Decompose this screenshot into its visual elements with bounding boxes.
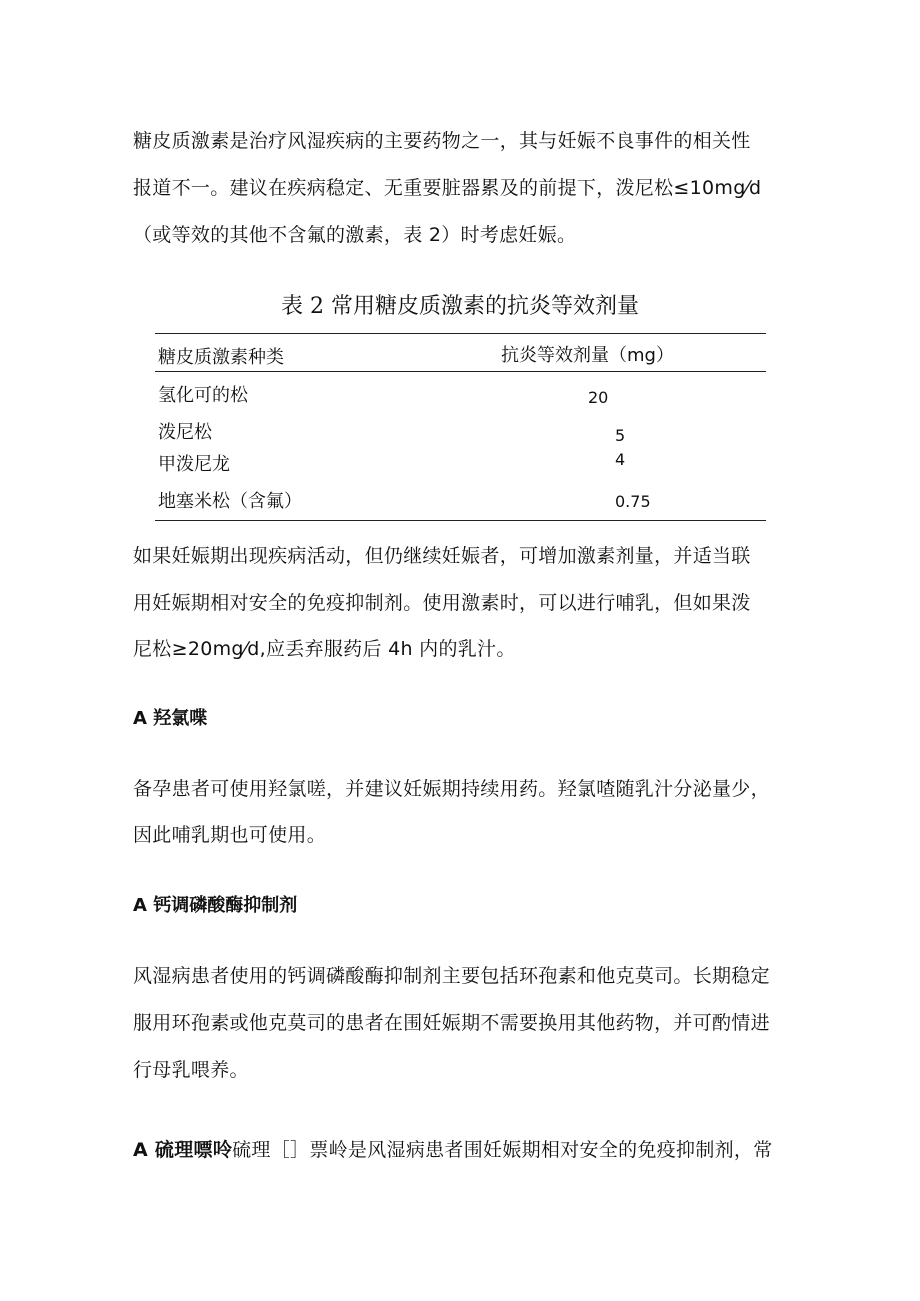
aza-text: 硫理［］票岭是风湿病患者围妊娠期相对安全的免疫抑制剂，常: [232, 1139, 773, 1161]
cni-line-3: 行母乳喂养。: [133, 1059, 249, 1081]
table-row-dose: 20: [588, 388, 609, 407]
after-table-line-3: 尼松≥20mg⁄d,应丢弃服药后 4h 内的乳汁。: [133, 638, 516, 660]
intro-line-1: 糖皮质激素是治疗风湿疾病的主要药物之一，其与妊娠不良事件的相关性: [133, 130, 751, 152]
table-row-name: 泼尼松: [158, 422, 212, 443]
cni-line-1: 风湿病患者使用的钙调磷酸酶抑制剂主要包括环孢素和他克莫司。长期稳定: [133, 965, 770, 987]
section-heading-cni: A 钙调磷酸酶抑制剂: [133, 895, 298, 916]
hcq-line-2: 因此哺乳期也可使用。: [133, 824, 327, 846]
table-bottom-rule: [155, 520, 766, 521]
intro-line-2: 报道不一。建议在疾病稳定、无重要脏器累及的前提下，泼尼松≤10mg⁄d: [133, 177, 762, 199]
section-heading-aza: A 硫理嘌呤: [133, 1139, 233, 1161]
table-row-dose: 5: [615, 426, 626, 445]
table-row-dose: 4: [615, 450, 626, 469]
section-heading-hcq: A 羟氯喋: [133, 708, 208, 729]
table-header-dose: 抗炎等效剂量（mg）: [501, 345, 674, 366]
cni-line-2: 服用环孢素或他克莫司的患者在围妊娠期不需要换用其他药物，并可酌情进: [133, 1012, 770, 1034]
after-table-line-1: 如果妊娠期出现疾病活动，但仍继续妊娠者，可增加激素剂量，并适当联: [133, 545, 751, 567]
table-row-name: 甲泼尼龙: [158, 454, 230, 475]
table-top-rule: [155, 333, 766, 334]
intro-line-3: （或等效的其他不含氟的激素，表 2）时考虑妊娠。: [133, 224, 577, 246]
table-title: 表 2 常用糖皮质激素的抗炎等效剂量: [281, 294, 639, 319]
aza-paragraph: [133, 1137, 773, 1163]
after-table-line-2: 用妊娠期相对安全的免疫抑制剂。使用激素时，可以进行哺乳，但如果泼: [133, 592, 751, 614]
table-row-dose: 0.75: [615, 492, 651, 511]
table-header-rule: [155, 371, 766, 372]
table-header-type: 糖皮质激素种类: [158, 347, 284, 368]
table-row-name: 氢化可的松: [158, 385, 248, 406]
table-row-name: 地塞米松（含氟）: [158, 491, 302, 512]
hcq-line-1: 备孕患者可使用羟氯嗟，并建议妊娠期持续用药。羟氯喳随乳汁分泌量少，: [133, 778, 770, 800]
